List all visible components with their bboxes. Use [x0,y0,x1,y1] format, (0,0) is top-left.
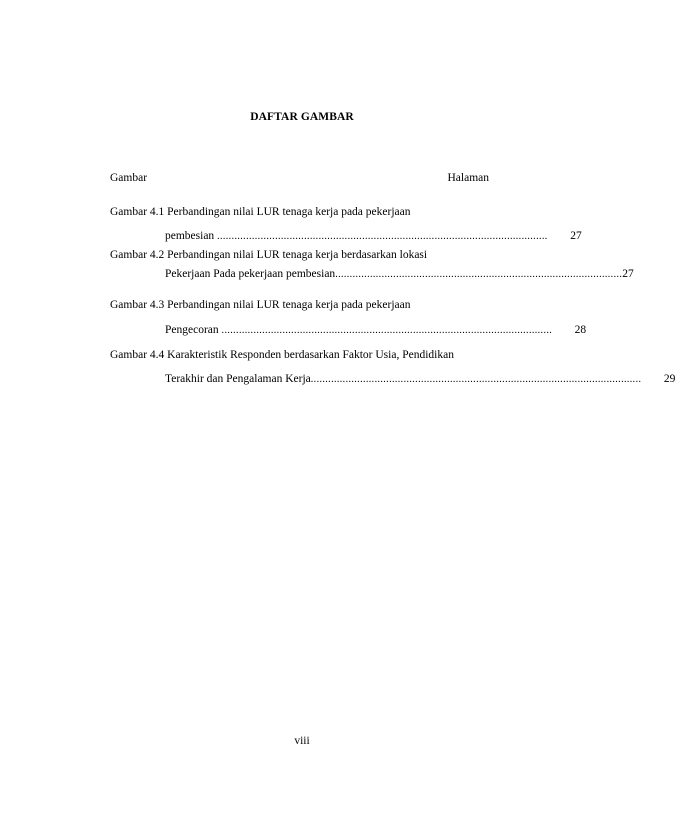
dot-leader: .................................................................................................................. [310,374,642,385]
dot-leader: .................................................................................................................. [214,231,548,242]
figure-entry-2-caption: Gambar 4.2 Perbandingan nilai LUR tenaga kerja berdasarkan lokasi [110,249,428,261]
figure-entry-2-caption-end: Pekerjaan Pada pekerjaan pembesian [165,268,336,280]
figure-entry-3-page: 28 [574,324,587,336]
column-header-figure: Gambar [110,172,148,184]
figure-entry-3-continuation [165,324,587,336]
figure-entry-2-page: 27 [622,268,634,280]
dot-leader: ................................................................................................... [335,269,623,280]
figure-entry-3-caption: Gambar 4.3 Perbandingan nilai LUR tenaga kerja pada pekerjaan [110,299,411,311]
figure-entry-4-caption: Gambar 4.4 Karakteristik Responden berdasarkan Faktor Usia, Pendidikan [110,349,454,361]
figure-entry-3-caption-end: Pengecoran [165,324,219,336]
page-number: viii [294,735,310,747]
figure-entry-1-page: 27 [570,230,582,242]
figure-entry-4-continuation [165,373,675,385]
figure-entry-2-continuation [165,268,634,280]
figure-entry-4-caption-end: Terakhir dan Pengalaman Kerja [165,373,311,385]
figure-entry-1-caption-end: pembesian [165,230,215,242]
page-title: DAFTAR GAMBAR [250,111,354,123]
figure-entry-4-page: 29 [663,373,675,385]
column-header-page: Halaman [447,172,489,184]
dot-leader: .................................................................................................................. [218,325,553,336]
figure-entry-1-caption: Gambar 4.1 Perbandingan nilai LUR tenaga kerja pada pekerjaan [110,206,411,218]
figure-entry-1-continuation [165,230,582,242]
